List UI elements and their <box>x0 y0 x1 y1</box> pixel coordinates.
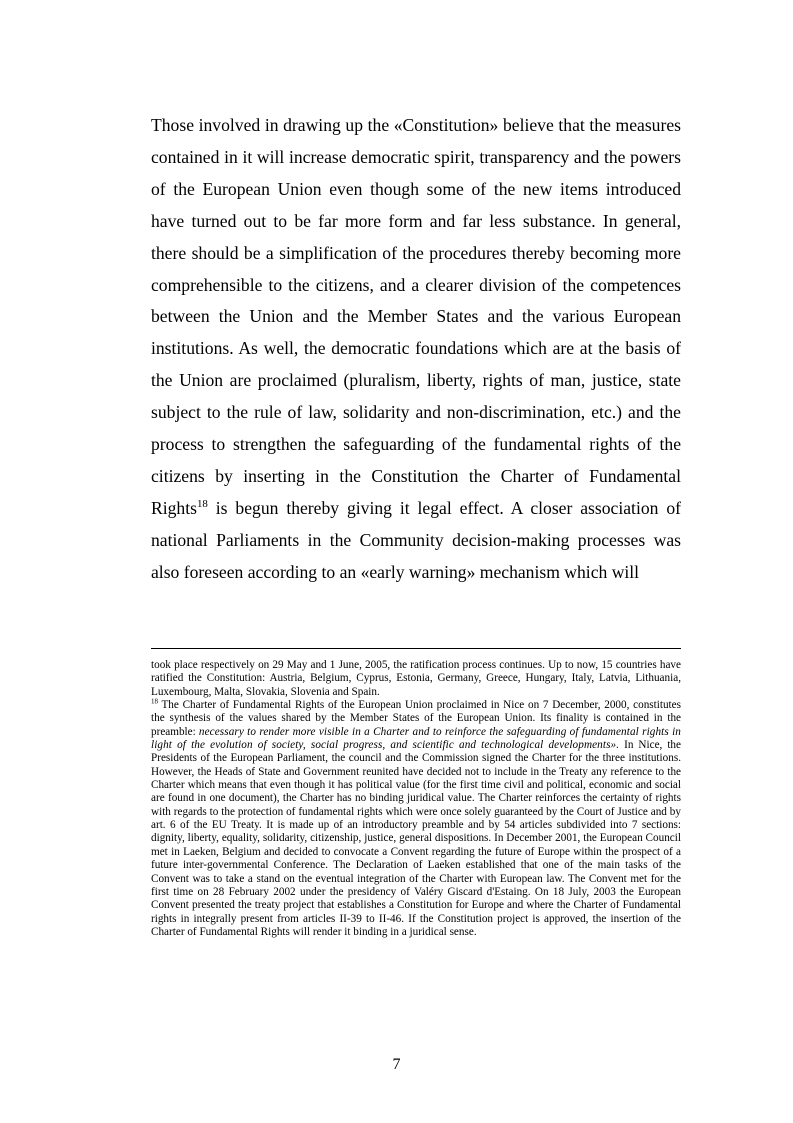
footnote-18-text-1: The Charter of Fundamental Rights of the European Union proclaimed in Nice on 7 December, 2000, constitutes the synthesis of the values shared by the Member States of the European Union. Its finality is contained in the preamble: <box>151 699 681 738</box>
footnote-reference-18[interactable]: 18 <box>196 498 208 511</box>
footnote-18-quote: necessary to render more visible in a Charter and to reinforce the safeguarding of fundamental rights in light of the evolution of society, social progress, and scientific and technological developments». <box>151 725 681 752</box>
footnote-18-number: 18 <box>151 697 158 706</box>
main-paragraph <box>151 110 681 589</box>
main-paragraph-text-2: is begun thereby giving it legal effect. A closer association of national Parliaments in the Community decision-making processes was also foreseen according to an «early warning» mechanism which will <box>151 497 681 582</box>
footnotes-section <box>151 659 681 939</box>
footnote-18 <box>151 699 681 939</box>
footnote-separator <box>151 648 681 649</box>
footnote-18-text-2: In Nice, the Presidents of the European Parliament, the council and the Commission signed the Charter for the three institutions. However, the Heads of State and Government reunited have decided not to include in the Treaty any reference to the Charter which means that even though it has political value (for the first time civil and political, economic and social are found in one document), the Charter has no binding juridical value. The Charter reinforces the certainty of rights with regards to the protection of fundamental rights which were once solely guaranteed by the Court of Justice and by art. 6 of the EU Treaty. It is made up of an introductory preamble and by 54 articles subdivided into 7 sections: dignity, liberty, equality, solidarity, citizenship, justice, general dispositions. In December 2001, the European Council met in Laeken, Belgium and decided to convocate a Convent regarding the future of Europe within the prospect of a future inter-governmental Conference. The Declaration of Laeken established that one of the main tasks of the Convent was to take a stand on the eventual integration of the Charter with European law. The Convent met for the first time on 28 February 2002 under the presidency of Valéry Giscard d'Estaing. On 18 July, 2003 the European Convent presented the treaty project that establishes a Constitution for Europe and where the Charter of Fundamental rights in integrally present from articles II-39 to II-46. If the Constitution project is approved, the insertion of the Charter of Fundamental Rights will render it binding in a juridical sense. <box>151 739 681 938</box>
footnote-continued: took place respectively on 29 May and 1 June, 2005, the ratification process continues. Up to now, 15 countries have ratified the Constitution: Austria, Belgium, Cyprus, Estonia, Germany, Greece, Hungary, Italy, Latvia, Lithuania, Luxembourg, Malta, Slovakia, Slovenia and Spain. <box>151 659 681 698</box>
page-number: 7 <box>392 1056 401 1073</box>
main-paragraph-text-1: Those involved in drawing up the «Constitution» believe that the measures contained in it will increase democratic spirit, transparency and the powers of the European Union even though some of the new items introduced have turned out to be far more form and far less substance. In general, there should be a simplification of the procedures thereby becoming more comprehensible to the citizens, and a clearer division of the competences between the Union and the Member States and the various European institutions. As well, the democratic foundations which are at the basis of the Union are proclaimed (pluralism, liberty, rights of man, justice, state subject to the rule of law, solidarity and non-discrimination, etc.) and the process to strengthen the safeguarding of the fundamental rights of the citizens by inserting in the Constitution the Charter of Fundamental Rights <box>151 115 681 518</box>
